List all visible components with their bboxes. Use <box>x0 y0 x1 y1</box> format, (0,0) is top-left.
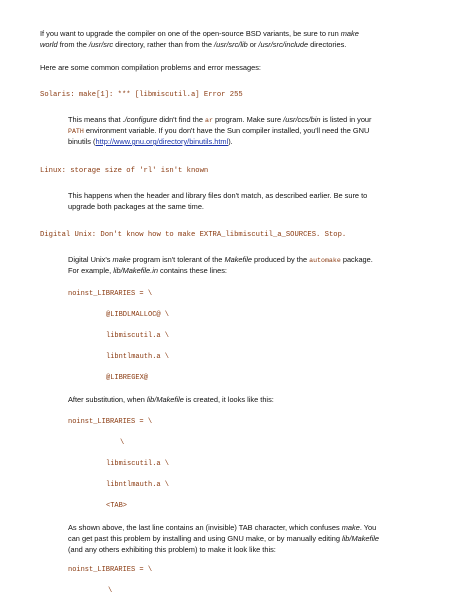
makefile-ref: lib/Makefile <box>146 395 184 404</box>
text: is created, it looks like this: <box>183 395 274 404</box>
makefile-in-ref: lib/Makefile.in <box>113 266 158 275</box>
intro-path: /usr/src/lib <box>214 40 248 49</box>
shown-above-line-2 <box>68 533 379 544</box>
text: ). <box>228 137 233 146</box>
digital-line-2 <box>68 265 227 276</box>
code-line: \ <box>108 587 113 595</box>
common-problems-line: Here are some common compilation problems and error messages: <box>40 63 261 72</box>
path-var: PATH <box>68 128 84 135</box>
makefile-ref: Makefile <box>224 255 252 264</box>
intro-text: directory, rather than from the <box>113 40 215 49</box>
after-substitution-line <box>68 394 274 405</box>
intro-make: make <box>340 29 359 38</box>
code-line: noinst_LIBRARIES = \ <box>68 418 153 426</box>
text: program. Make sure <box>212 115 284 124</box>
intro-text: from the <box>57 40 89 49</box>
linux-line-2: upgrade both packages at the same time. <box>68 202 204 211</box>
code-line: libmiscutil.a \ <box>106 460 170 468</box>
intro-text: If you want to upgrade the compiler on one of the open-source BSD variants, be sure to run <box>40 29 341 38</box>
text: can get past this problem by installing and using GNU make, or by manually editing <box>68 534 343 543</box>
code-line: libntlmauth.a \ <box>106 481 170 489</box>
solaris-line-3 <box>68 136 233 147</box>
intro-world: world <box>40 40 58 49</box>
code-line: libmiscutil.a \ <box>106 332 170 340</box>
code-line: libntlmauth.a \ <box>106 353 170 361</box>
ccs-bin-path: /usr/ccs/bin <box>283 115 321 124</box>
text: binutils ( <box>68 137 96 146</box>
solaris-error-header: Solaris: make[1]: *** [libmiscutil.a] Error 255 <box>40 91 243 99</box>
intro-text: or <box>247 40 259 49</box>
text: . You <box>359 523 377 532</box>
text: After substitution, when <box>68 395 147 404</box>
make-ref: make <box>341 523 360 532</box>
digital-error-header: Digital Unix: Don't know how to make EXTRA_libmiscutil_a_SOURCES. Stop. <box>40 231 347 239</box>
binutils-link[interactable]: http://www.gnu.org/directory/binutils.html <box>95 137 229 146</box>
text: didn't find the <box>157 115 205 124</box>
code-line: noinst_LIBRARIES = \ <box>68 290 153 298</box>
code-line: @LIBDLMALLOC@ \ <box>106 311 170 319</box>
intro-path: /usr/src <box>88 40 114 49</box>
text: For example, <box>68 266 114 275</box>
code-line: \ <box>120 439 125 447</box>
shown-above-line-3: (and any others exhibiting this problem) to make it look like this: <box>68 545 276 554</box>
text: produced by the <box>252 255 310 264</box>
linux-line-1: This happens when the header and library files don't match, as described earlier. Be sure to <box>68 191 368 200</box>
text: This means that <box>68 115 123 124</box>
intro-path: /usr/src/include <box>258 40 309 49</box>
configure-ref: ./configure <box>122 115 158 124</box>
code-line: <TAB> <box>106 502 128 510</box>
text: contains these lines: <box>157 266 227 275</box>
intro-line-1 <box>40 28 359 39</box>
code-line: noinst_LIBRARIES = \ <box>68 566 153 574</box>
ar-ref: ar <box>205 117 213 124</box>
text: package. <box>340 255 373 264</box>
text: program isn't tolerant of the <box>130 255 225 264</box>
shown-above-line-1 <box>68 522 376 533</box>
intro-line-2 <box>40 39 346 50</box>
linux-error-header: Linux: storage size of 'rl' isn't known <box>40 167 209 175</box>
intro-text: directories. <box>308 40 347 49</box>
makefile-ref: lib/Makefile <box>342 534 379 543</box>
text: Digital Unix's <box>68 255 113 264</box>
make-ref: make <box>112 255 131 264</box>
code-line: @LIBREGEX@ <box>106 374 149 382</box>
text: As shown above, the last line contains an (invisible) TAB character, which confuses <box>68 523 342 532</box>
automake-ref: automake <box>309 257 341 264</box>
text: environment variable. If you don't have the Sun compiler installed, you'll need the GNU <box>83 126 370 135</box>
text: is listed in your <box>320 115 372 124</box>
